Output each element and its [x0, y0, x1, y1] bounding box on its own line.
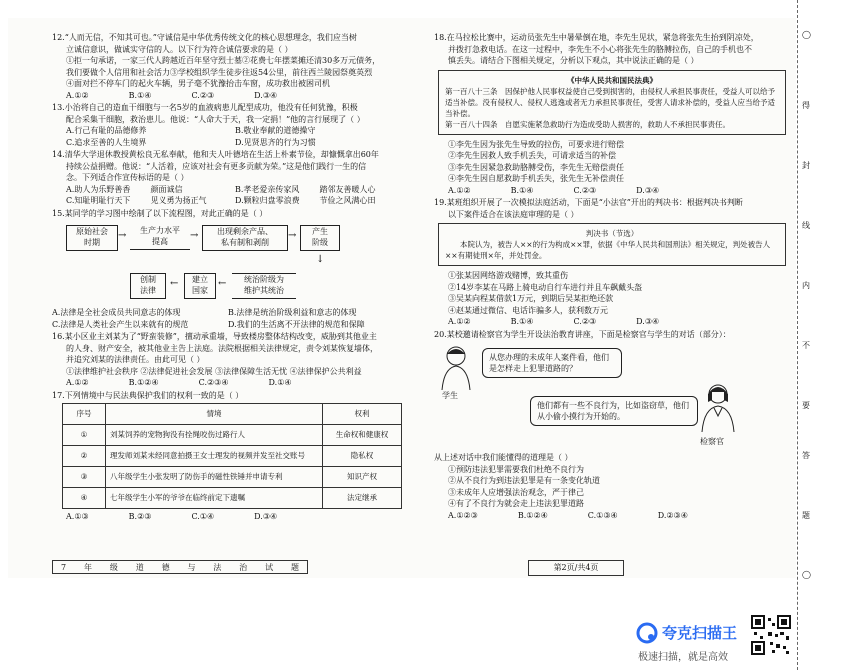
- q18-stem: 18.在马拉松比赛中，运动员张先生中暑晕倒在地，李先生见状，紧急将张先生抬到阴凉处，: [434, 33, 759, 42]
- q13-option-b: B.敬业奉献的道德操守: [235, 126, 316, 135]
- q16-stem: 16.某小区业主刘某为了“野蛮装修”，擅动承重墙，导致楼房整体结构改变，威胁到其他业主: [52, 332, 377, 341]
- dialog-illustration: [434, 340, 786, 452]
- q14-option-c: C.知耻明耻行天下: [66, 196, 131, 205]
- question-14: [52, 149, 404, 207]
- question-18: [434, 32, 786, 196]
- q12-option-c: C.②③: [191, 90, 215, 100]
- q16-options: [52, 377, 404, 389]
- q14-option-d: D.颗粒归盘零浪费: [235, 196, 300, 205]
- footer-char: 道: [135, 563, 144, 572]
- q19-item: ①张某因网络游戏赌博，致其重伤: [448, 271, 568, 280]
- margin-char: 内: [802, 281, 810, 290]
- row-right: 生命权和健康权: [323, 425, 402, 446]
- margin-char: 得: [802, 101, 810, 110]
- q17-options: [52, 511, 404, 523]
- right-column: [434, 32, 786, 522]
- q18-item: ③李先生因紧急救助胳膊受伤，李先生无赔偿责任: [448, 162, 624, 172]
- margin-circle-icon: ◯: [802, 30, 811, 39]
- q18-option-c: C.②③: [573, 185, 597, 195]
- row-scene: 七年级学生小军的爷爷在临终前定下遗嘱: [106, 488, 323, 509]
- row-number: ④: [63, 488, 106, 509]
- question-12: [52, 32, 404, 101]
- question-16: [52, 331, 404, 389]
- q12-option-a: A.①②: [66, 90, 89, 100]
- prosecutor-figure-icon: [696, 382, 740, 432]
- q12-item3: ④面对拦不停车门的起火车辆，男子毫不犹豫抬击车窗，成功救出被困司机: [66, 79, 330, 88]
- q13-stem2: 配合采集干细胞，救治患儿。他说：“人命大于天，我一定捐！”他的言行展现了（ ）: [66, 114, 365, 124]
- q20-stem: 20.某校邀请检察官为学生开设法治教育讲座，下面是检察官与学生的对话（部分）：: [434, 329, 731, 339]
- q17-stem: 17.下列情境中与民法典保护我们的权利一致的是（ ）: [52, 390, 244, 400]
- q19-option-a: A.①②: [448, 317, 471, 326]
- civil-code-box: [438, 70, 786, 135]
- q18-stem3: 慎丢失。请结合下图相关规定，分析以下观点，其中说法正确的是（ ）: [448, 56, 699, 65]
- q20-item: ③未成年人应增强法治观念，严于律己: [448, 487, 584, 497]
- flow-box-state: 建立 国家: [184, 273, 216, 299]
- margin-char: 题: [802, 511, 810, 520]
- table-row: [63, 446, 402, 467]
- table-header-scene: 情境: [106, 404, 323, 425]
- q14-option-a: A.助人为乐野善香: [66, 184, 131, 194]
- q12-stem2: 立诚信意识，做诚实守信的人。以下行为符合诚信要求的是（ ）: [66, 44, 293, 54]
- q19-item: ③吴某向程某借款1万元，到期后吴某拒绝还款: [448, 294, 614, 303]
- civil-code-article-183: 第一百八十三条 因保护他人民事权益使自己受到损害的，由侵权人承担民事责任，受益人可以给予适当补偿。没有侵权人、侵权人逃逸或者无力承担民事责任，受害人请求补偿的，受益人应当给予适当补偿。: [445, 86, 775, 118]
- table-row: [63, 488, 402, 509]
- footer-char: 年: [83, 563, 92, 572]
- flow-box-ruling-class: 统治阶级为 维护其统治: [232, 273, 296, 299]
- arrow-right-icon: →: [288, 230, 297, 241]
- page-number-footer: 第2页/共4页: [528, 560, 624, 576]
- question-19: [434, 197, 786, 328]
- row-right: 知识产权: [323, 467, 402, 488]
- row-right: 法定继承: [323, 488, 402, 509]
- q14-option-a2: 颜面诚信: [150, 184, 183, 194]
- footer-char: 级: [109, 563, 118, 572]
- q17-option-d: D.③④: [254, 512, 278, 521]
- q17-option-c: C.①④: [191, 512, 215, 521]
- q18-stem2: 并拨打急救电话。在这一过程中，李先生不小心将张先生的胳膊拉伤，自己的手机也不: [448, 44, 752, 54]
- student-label: 学生: [442, 391, 458, 400]
- q20-item: ①预防违法犯罪需要我们杜绝不良行为: [448, 464, 584, 474]
- q13-option-d: D.见贤思齐的行为习惯: [235, 137, 316, 147]
- arrow-down-icon: ↓: [316, 254, 325, 265]
- margin-char: 线: [802, 221, 810, 230]
- flow-box-primitive-society: 原始社会 时期: [66, 225, 118, 251]
- footer-subject-title: [52, 560, 308, 574]
- q19-option-d: D.③④: [636, 317, 660, 326]
- quark-logo-icon: [636, 622, 658, 644]
- arrow-left-icon: ←: [170, 278, 179, 289]
- q13-stem: 13.小治将自己的造血干细胞与一名5岁的血液病患儿配型成功，他没有任何犹豫，积极: [52, 103, 358, 112]
- q12-options: [52, 90, 404, 102]
- arrow-right-icon: →: [190, 230, 199, 241]
- q13-options: [52, 125, 404, 148]
- q17-option-b: B.②③: [128, 512, 152, 521]
- footer-char: 与: [187, 563, 196, 572]
- qr-code-icon: [750, 614, 792, 656]
- footer-char: 题: [290, 563, 299, 572]
- footer-char: 治: [239, 563, 248, 572]
- q20-option-d: D.②③④: [657, 510, 688, 520]
- table-row: [63, 425, 402, 446]
- q20-stem2: 从上述对话中我们能懂得的道理是（ ）: [434, 453, 573, 462]
- q19-option-b: B.①④: [510, 317, 534, 326]
- q20-item: ②从不良行为到违法犯罪是有一条变化轨道: [448, 476, 600, 485]
- question-20: [434, 329, 786, 522]
- q20-option-a: A.①②③: [448, 510, 478, 520]
- q16-stem3: 并追究刘某的法律责任。由此可见（ ）: [66, 355, 205, 364]
- q16-option-d: D.①④: [268, 378, 292, 387]
- arrow-right-icon: →: [118, 230, 127, 241]
- q18-option-a: A.①②: [448, 185, 471, 195]
- row-number: ②: [63, 446, 106, 467]
- row-scene: 理发师刘某未经同意拍摄王女士理发的视频并发至社交账号: [106, 446, 323, 467]
- footer-char: 法: [213, 563, 222, 572]
- footer-char: 试: [265, 563, 274, 572]
- q14-option-c2: 见义勇为扬正气: [150, 196, 207, 205]
- q14-stem3: 念。下列适合作宣传标语的是（ ）: [66, 173, 189, 182]
- margin-char: 要: [802, 401, 810, 410]
- q14-stem: 14.清华大学退休教授黄松良无私奉献，他和夫人叶德培在生活上朴素节俭，却慷慨拿出60年: [52, 150, 379, 159]
- q15-option-b: B.法律是统治阶级利益和意志的体现: [228, 308, 357, 317]
- q16-option-c: C.②③④: [198, 378, 229, 387]
- flow-box-create-law: 创制 法律: [130, 273, 166, 299]
- q15-option-d: D.我们的生活离不开法律的规范和保障: [228, 319, 365, 329]
- q19-options: [434, 316, 786, 328]
- row-number: ①: [63, 425, 106, 446]
- q12-item2: 我们要做个人信用和社会活力③学校组织学生徒步往返54公里，前往西兰陵园祭奠英烈: [66, 67, 373, 77]
- question-17: [52, 390, 404, 523]
- margin-circle-icon: ◯: [802, 570, 811, 579]
- margin-char: 答: [802, 451, 810, 460]
- q12-item1: ①拒一句承诺，一家三代人跨越近百年坚守烈士墓②花费七年摆菜摊还清30多万元债务，: [66, 56, 381, 65]
- student-figure-icon: [436, 344, 476, 390]
- civil-code-article-184: 第一百八十四条 自愿实施紧急救助行为造成受助人损害的，救助人不承担民事责任。: [445, 119, 730, 129]
- q18-item: ②李先生因救人致手机丢失，可请求适当的补偿: [448, 151, 616, 160]
- arrow-left-icon: ←: [218, 278, 227, 289]
- q12-option-b: B.①④: [128, 90, 152, 100]
- q13-option-a: A.行己有耻的品德修养: [66, 126, 147, 135]
- prosecutor-label: 检察官: [700, 437, 724, 446]
- q18-option-b: B.①④: [510, 185, 534, 195]
- q20-option-c: C.①③④: [587, 510, 618, 520]
- q20-options: [434, 510, 786, 522]
- q14-option-b2: 踏邻友善暖人心: [319, 184, 376, 194]
- question-13: [52, 102, 404, 148]
- flow-box-surplus: 出现剩余产品、 私有制和剥削: [202, 225, 288, 251]
- row-scene: 刘某饲养的宠物狗没有拴绳咬伤过路行人: [106, 425, 323, 446]
- q19-item: ②14岁李某在马路上骑电动自行车进行并且车飙戴头盔: [448, 282, 643, 292]
- footer-char: 德: [161, 563, 170, 572]
- flow-box-productivity: 生产力水平 提高: [130, 225, 190, 250]
- prosecutor-speech-bubble: 他们都有一些不良行为，比如盗窃草，他们从小偷小摸行为开始的。: [530, 396, 698, 426]
- flow-box-classes: 产生 阶级: [300, 225, 340, 251]
- q15-stem: 15.某同学的学习图中绘制了以下流程图，对此正确的是（ ）: [52, 208, 268, 218]
- q15-option-c: C.法律是人类社会产生以来就有的规范: [52, 319, 189, 329]
- footer-char: 7: [61, 563, 67, 572]
- row-scene: 八年级学生小张发明了防伤手的磁性铁锤并申请专利: [106, 467, 323, 488]
- left-column: [52, 32, 404, 524]
- q15-option-a: A.法律是全社会成员共同意志的体现: [52, 308, 181, 317]
- q14-stem2: 持续公益捐赠。他说：“人活着，应该对社会有更多贡献为荣。”这是他们践行一生的信: [66, 161, 367, 171]
- q17-option-a: A.①③: [66, 512, 89, 521]
- brand-slogan: 极速扫描，就是高效: [638, 652, 728, 663]
- q19-option-c: C.②③: [573, 317, 597, 326]
- binding-margin: [797, 0, 816, 670]
- row-number: ③: [63, 467, 106, 488]
- q18-item: ①李先生因为张先生导致的拉伤，可要求进行赔偿: [448, 139, 624, 149]
- margin-char: 不: [802, 341, 810, 350]
- q19-item: ④赵某通过微信、电话诈骗多人，获利数万元: [448, 305, 608, 315]
- question-15: [52, 208, 404, 331]
- q20-option-b: B.①②④: [517, 510, 548, 520]
- table-header-right: 权利: [323, 404, 402, 425]
- q19-stem: 19.某班组织开展了一次模拟法庭活动，下面是“小法官”开出的判决书：根据判决书判断: [434, 198, 743, 207]
- q15-flowchart: [66, 223, 404, 327]
- student-speech-bubble: 从您办理的未成年人案件看，他们是怎样走上犯罪道路的？: [482, 348, 622, 378]
- q19-stem2: 以下案件适合在该法庭审理的是（ ）: [448, 209, 579, 219]
- q20-item: ④有了不良行为就会走上违法犯罪道路: [448, 499, 584, 508]
- verdict-title: 判决书（节选）: [585, 229, 639, 238]
- margin-char: 封: [802, 161, 810, 170]
- q18-option-d: D.③④: [636, 185, 660, 195]
- table-row: [63, 467, 402, 488]
- q17-table: [62, 403, 402, 509]
- q16-option-a: A.①②: [66, 378, 89, 387]
- q13-option-c: C.追求至善的人生境界: [66, 137, 147, 147]
- q16-items: ①法律维护社会秩序 ②法律促进社会发展 ③法律保障生活无忧 ④法律保护公共利益: [66, 366, 362, 376]
- civil-code-title: 《中华人民共和国民法典》: [567, 75, 657, 85]
- q12-stem: 12.“人而无信，不知其可也。”守诚信是中华优秀传统文化的核心思想理念，我们应当树: [52, 33, 357, 42]
- q12-option-d: D.③④: [254, 90, 278, 100]
- q14-option-b: B.孝老爱亲传家风: [235, 184, 300, 194]
- q16-option-b: B.①②④: [128, 378, 159, 387]
- verdict-text: 本院认为，被告人××的行为构成××罪，依据《中华人民共和国刑法》相关规定，判处被告人××有期徒刑×年，并处罚金。: [445, 240, 771, 260]
- table-header-number: 序号: [63, 404, 106, 425]
- q14-options: [52, 184, 404, 207]
- q14-option-d2: 节俭之风满心田: [319, 196, 376, 205]
- brand-name: 夸克扫描王: [662, 624, 738, 642]
- verdict-box: [438, 223, 786, 266]
- q18-item: ④李先生因自愿救助手机丢失，张先生无补偿责任: [448, 174, 624, 183]
- q16-stem2: 的人身、财产安全，被其他业主告上法庭。法院根据相关法律规定，责令刘某恢复墙体，: [66, 343, 378, 353]
- row-right: 隐私权: [323, 446, 402, 467]
- q18-options: [434, 185, 786, 197]
